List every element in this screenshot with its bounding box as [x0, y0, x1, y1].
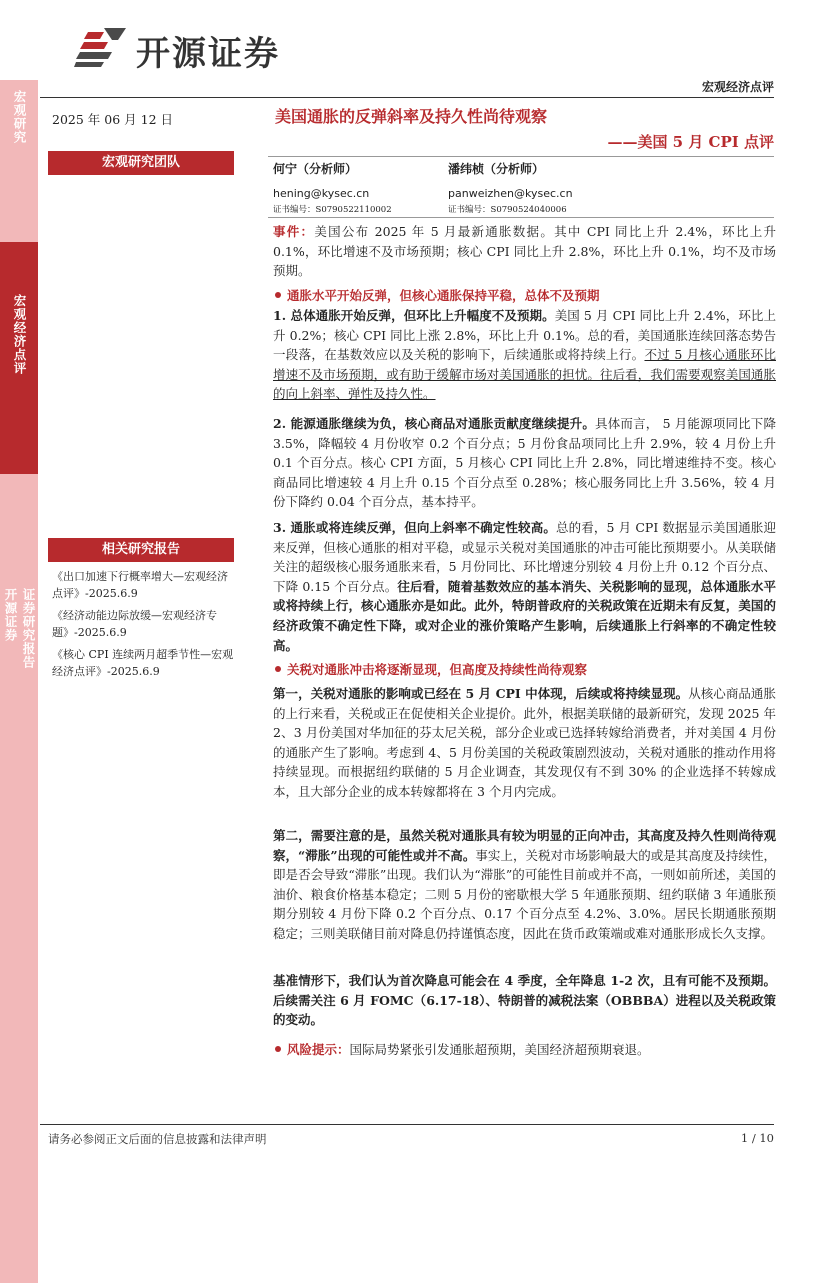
analyst-card [448, 160, 573, 215]
bullet-dot-icon [275, 666, 281, 672]
analyst-name: 潘纬桢（分析师） [448, 162, 545, 176]
paragraph-1-underline: 不过 5 月核心通胀环比增速不及市场预期，或有助于缓解市场对美国通胀的担忧。往后看，我们需要观察美国通胀的向上斜率、弹性及持久性。 [273, 347, 776, 402]
bullet-dot-icon [275, 292, 281, 298]
risk-label: 风险提示： [287, 1042, 350, 1057]
analyst-email[interactable]: panweizhen@kysec.cn [448, 187, 573, 200]
section-heading-text: 通胀水平开始反弹，但核心通胀保持平稳，总体不及预期 [287, 288, 600, 303]
report-subtitle: ——美国 5 月 CPI 点评 [607, 133, 774, 151]
paragraph-4-lead: 第一，关税对通胀的影响或已经在 5 月 CPI 中体现，后续或将持续显现。 [273, 686, 689, 701]
header-tag: 宏观经济点评 [701, 80, 774, 94]
section-heading-text: 关税对通胀冲击将逐渐显现，但高度及持续性尚待观察 [287, 662, 588, 677]
section-heading-2 [273, 660, 587, 678]
event-text: 美国公布 2025 年 5 月最新通胀数据。其中 CPI 同比上升 2.4%，环比上升 0.1%，环比增速不及市场预期；核心 CPI 同比上升 2.8%，环比上升 0.1%，均不及市场预期。 [273, 224, 776, 279]
risk-text: 国际局势紧张引发通胀超预期，美国经济超预期衰退。 [349, 1042, 650, 1057]
related-reports-list [52, 568, 238, 685]
sidebar-bottom-label-1: 开源证券 [3, 588, 18, 642]
sidebar-top-label: 宏观研究 [12, 90, 27, 144]
section-heading-1 [273, 286, 600, 304]
paragraph-3-conclusion: 往后看，随着基数效应的基本消失、关税影响的显现，总体通胀水平或将持续上行，核心通胀亦是如此。此外，特朗普政府的关税政策在近期未有反复，美国的经济政策不确定性下降，或对企业的涨价策略产生影响，后续通胀上行斜率的不确定性较高。 [273, 578, 776, 653]
risk-paragraph [273, 1040, 776, 1060]
kysec-logo-icon [74, 26, 128, 68]
analyst-divider [268, 217, 774, 218]
paragraph-3-text: 总的看，5 月 CPI 数据显示美国通胀迎来反弹，但核心通胀的相对平稳，或显示关税对美国通胀的冲击可能比预期要小。从美联储关注的超级核心服务通胀来看，5 月份同比、环比增速分别较 4 月份上升 0.12 个百分点、下降 0.15 个百分点。 [273, 520, 776, 594]
paragraph-1 [273, 306, 776, 404]
brand-name: 开源证券 [136, 34, 280, 74]
footer-divider [40, 1124, 774, 1125]
paragraph-6 [273, 971, 776, 1030]
bullet-dot-icon [275, 1046, 281, 1052]
event-paragraph [273, 222, 776, 281]
sidebar-bottom-label-2: 证券研究报告 [21, 588, 36, 669]
paragraph-2-text: 具体而言， 5 月能源项同比下降 3.5%，降幅较 4 月份收窄 0.2 个百分点；5 月份食品项同比上升 2.9%，较 4 月份上升 0.1 个百分点。核心 CPI 方面，5 月核心 CPI 同比上升 2.8%，同比增速维持不变。核心商品同比增速较 4 月上升 0.15 个百分点至 0.28%；核心服务同比上升 3.56%，较 4 月份下降约 0.04 个百分点，基本持平。 [273, 416, 776, 510]
event-label: 事件： [273, 224, 315, 239]
paragraph-6-text: 基准情形下，我们认为首次降息可能会在 4 季度，全年降息 1-2 次，且有可能不及预期。后续需关注 6 月 FOMC（6.17-18）、特朗普的减税法案（OBBBA）进程以及关税政策的变动。 [273, 973, 776, 1028]
paragraph-5 [273, 826, 776, 944]
analyst-name: 何宁（分析师） [273, 162, 358, 176]
title-divider [268, 156, 774, 157]
related-report-link[interactable]: 《经济动能边际放缓—宏观经济专题》-2025.6.9 [52, 609, 217, 639]
paragraph-2-lead: 2. 能源通胀继续为负，核心商品对通胀贡献度继续提升。 [273, 416, 596, 431]
team-label: 宏观研究团队 [48, 151, 234, 175]
paragraph-3 [273, 518, 776, 655]
analyst-email[interactable]: hening@kysec.cn [273, 187, 370, 200]
related-report-link[interactable]: 《出口加速下行概率增大—宏观经济点评》-2025.6.9 [52, 570, 228, 600]
sidebar-bottom [0, 474, 38, 1283]
related-report-link[interactable]: 《核心 CPI 连续两月超季节性—宏观经济点评》-2025.6.9 [52, 648, 234, 678]
paragraph-3-lead: 3. 通胀或将连续反弹，但向上斜率不确定性较高。 [273, 520, 556, 535]
footer-disclaimer: 请务必参阅正文后面的信息披露和法律声明 [48, 1132, 267, 1146]
related-reports-label: 相关研究报告 [48, 538, 234, 562]
paragraph-4 [273, 684, 776, 802]
header-divider [40, 97, 774, 98]
sidebar-middle-label: 宏观经济点评 [12, 294, 27, 375]
page-number: 1 / 10 [740, 1131, 774, 1145]
paragraph-4-text: 从核心商品通胀的上行来看，关税或正在促使相关企业提价。此外，根据美联储的最新研究，发现 2025 年 2、3 月份美国对华加征的芬太尼关税，部分企业或已选择转嫁给消费者，并对美国 4 月份的通胀产生了影响。考虑到 4、5 月份美国的关税政策剧烈波动，关税对通胀的推动作用将持续显现。而根据纽约联储的 5 月企业调查，其发现仅有不到 30% 的企业选择不转嫁成本，且大部分企业的成本转嫁都将在 3 个月内完成。 [273, 686, 776, 799]
report-date: 2025 年 06 月 12 日 [52, 112, 173, 127]
analyst-cert: 证书编号：S0790522110002 [273, 205, 392, 215]
analyst-card [273, 160, 392, 215]
paragraph-2 [273, 414, 776, 512]
sidebar-top [0, 80, 38, 248]
paragraph-5-text: 事实上，关税对市场影响最大的或是其高度及持续性，即是否会导致“滞胀”出现。我们认为“滞胀”的可能性目前或并不高，一则如前所述，美国的油价、粮食价格基本稳定；二则 5 月份的密歇根大学 5 年通胀预期、纽约联储 3 年通胀预期分别较 4 月份下降 0.2 个百分点、0.17 个百分点至 4.2%、3.0%。居民长期通胀预期稳定；三则美联储目前对降息仍持谨慎态度，因此在货币政策端或难对通胀形成长久支撑。 [273, 847, 776, 941]
paragraph-1-lead: 1. 总体通胀开始反弹，但环比上升幅度不及预期。 [273, 308, 555, 323]
paragraph-1-text: 美国 5 月 CPI 同比上升 2.4%，环比上升 0.2%；核心 CPI 同比上涨 2.8%，环比上升 0.1%。总的看，美国通胀连续回落态势告一段落，在基数效应以及关税的影响下，后续通胀或将持续上行。 [273, 308, 776, 363]
analyst-cert: 证书编号：S0790524040006 [448, 205, 567, 215]
paragraph-5-lead: 第二，需要注意的是，虽然关税对通胀具有较为明显的正向冲击，其高度及持久性则尚待观察，“滞胀”出现的可能性或并不高。 [273, 828, 776, 863]
report-title: 美国通胀的反弹斜率及持久性尚待观察 [275, 107, 548, 126]
